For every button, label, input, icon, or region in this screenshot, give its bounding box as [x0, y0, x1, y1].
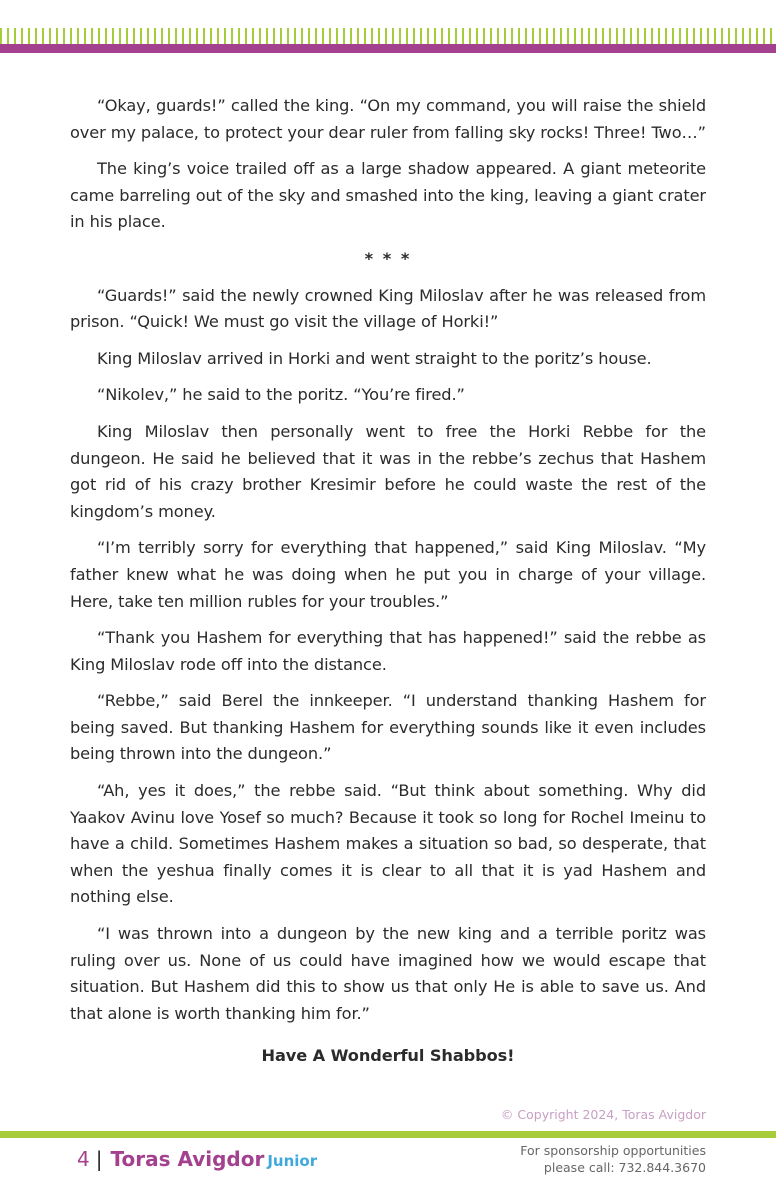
copyright-notice: © Copyright 2024, Toras Avigdor [500, 1107, 706, 1122]
section-separator: * * * [364, 248, 412, 268]
story-paragraph: “Okay, guards!” called the king. “On my command, you will raise the shield over my palace, to protect your dear ruler from falling sky rocks! Three! Two…” [70, 96, 706, 142]
closing-greeting: Have A Wonderful Shabbos! [261, 1046, 515, 1066]
brand-logo-sub: Junior [267, 1152, 318, 1170]
story-paragraph: “Rebbe,” said Berel the innkeeper. “I understand thanking Hashem for being saved. But thanking Hashem for everything sounds like it even includes being thrown into the dungeon.” [70, 691, 706, 764]
footer-divider: | [95, 1147, 103, 1171]
footer-brand [77, 1147, 317, 1171]
story-paragraph: “Nikolev,” he said to the poritz. “You’re fired.” [97, 385, 465, 405]
story-paragraph: King Miloslav arrived in Horki and went straight to the poritz’s house. [97, 348, 652, 368]
story-paragraph: King Miloslav then personally went to free the Horki Rebbe for the dungeon. He said he believed that it was in the rebbe’s zechus that Hashem got rid of his crazy brother Kresimir before he could waste the rest of the kingdom’s money. [70, 421, 706, 521]
sponsorship-info [520, 1142, 706, 1176]
story-paragraph: “Ah, yes it does,” the rebbe said. “But think about something. Why did Yaakov Avinu love Yosef so much? Because it took so long for Rochel Imeinu to have a child. Sometimes Hashem makes a situation so bad, so desperate, that when the yeshua finally comes it is clear to all that it is yad Hashem and nothing else. [70, 781, 706, 907]
brand-logo-main: Toras Avigdor [110, 1147, 265, 1171]
sponsorship-line: For sponsorship opportunities [520, 1143, 706, 1158]
story-paragraph: “Guards!” said the newly crowned King Miloslav after he was released from prison. “Quick! We must go visit the village of Horki!” [70, 285, 706, 332]
story-paragraph: “I was thrown into a dungeon by the new king and a terrible poritz was ruling over us. None of us could have imagined how we would escape that situation. But Hashem did this to show us that only He is able to save us. And that alone is worth thanking him for.” [70, 924, 706, 1023]
story-paragraph: “I’m terribly sorry for everything that happened,” said King Miloslav. “My father knew what he was doing when he put you in charge of your village. Here, take ten million rubles for your troubles.” [70, 538, 706, 611]
top-accent-bar [0, 44, 776, 53]
page-number: 4 [77, 1147, 90, 1171]
story-paragraph: The king’s voice trailed off as a large shadow appeared. A giant meteorite came barreling out of the sky and smashed into the king, leaving a giant crater in his place. [70, 159, 706, 232]
story-body [70, 93, 706, 1080]
top-stripe-border [0, 28, 776, 44]
story-paragraph: “Thank you Hashem for everything that has happened!” said the rebbe as King Miloslav rode off into the distance. [70, 628, 706, 674]
sponsorship-phone: please call: 732.844.3670 [543, 1160, 706, 1175]
bottom-accent-bar [0, 1131, 776, 1138]
